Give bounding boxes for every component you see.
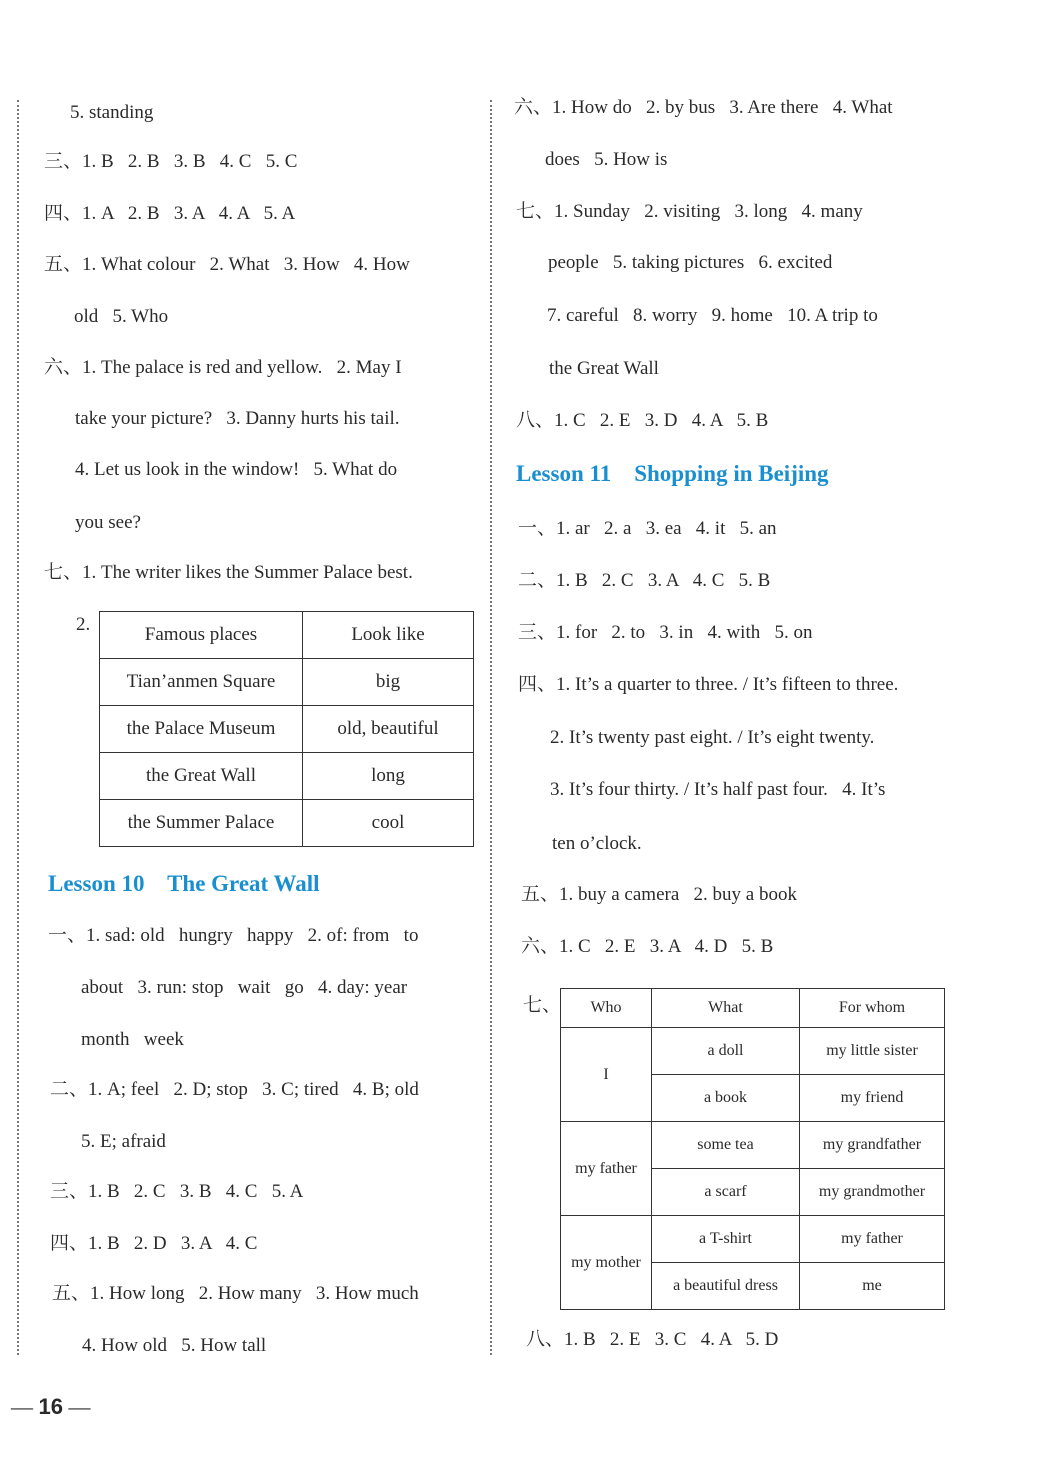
answer-line: 四、1. A 2. B 3. A 4. A 5. A [44, 203, 296, 224]
answer-line: 六、1. The palace is red and yellow. 2. May I [44, 357, 402, 378]
table-header-row [100, 612, 474, 659]
table-header-cell: Who [561, 989, 652, 1028]
table-cell: the Great Wall [100, 753, 303, 800]
table-row [100, 706, 474, 753]
answer-line: month week [81, 1029, 184, 1050]
table-row [561, 1216, 945, 1263]
answer-line: 3. It’s four thirty. / It’s half past four. 4. It’s [550, 779, 886, 800]
table-header-cell: Famous places [100, 612, 303, 659]
answer-line: you see? [75, 512, 141, 533]
answer-line: 三、1. for 2. to 3. in 4. with 5. on [518, 622, 813, 643]
answer-line: 7. careful 8. worry 9. home 10. A trip to [547, 305, 878, 326]
answer-line: 六、1. How do 2. by bus 3. Are there 4. What [514, 97, 893, 118]
table-cell: my father [800, 1216, 945, 1263]
table-header-row [561, 989, 945, 1028]
answer-line: 二、1. B 2. C 3. A 4. C 5. B [518, 570, 771, 591]
column-divider [490, 100, 492, 1355]
table-cell: my grandmother [800, 1169, 945, 1216]
table-cell: long [303, 753, 474, 800]
table-row [100, 753, 474, 800]
answer-line: the Great Wall [549, 358, 659, 379]
table-label: 2. [76, 614, 91, 635]
answer-line: 一、1. ar 2. a 3. ea 4. it 5. an [518, 518, 777, 539]
table-cell: me [800, 1263, 945, 1310]
page-number [0, 1368, 90, 1420]
answer-line: 四、1. It’s a quarter to three. / It’s fifteen to three. [518, 674, 899, 695]
table-header-cell: For whom [800, 989, 945, 1028]
table-cell: my friend [800, 1075, 945, 1122]
table-cell: a book [652, 1075, 800, 1122]
table-cell: a scarf [652, 1169, 800, 1216]
table-header-cell: Look like [303, 612, 474, 659]
lesson-10-title: Lesson 10 The Great Wall [48, 871, 320, 896]
answer-line: take your picture? 3. Danny hurts his tail. [75, 408, 400, 429]
answer-line: people 5. taking pictures 6. excited [548, 252, 833, 273]
answer-line: 七、1. The writer likes the Summer Palace best. [44, 562, 413, 583]
answer-line: 五、1. buy a camera 2. buy a book [521, 884, 797, 905]
answer-line: 三、1. B 2. C 3. B 4. C 5. A [50, 1181, 304, 1202]
famous-places-table [99, 611, 474, 847]
answer-line: 5. standing [70, 102, 154, 123]
answer-line: 二、1. A; feel 2. D; stop 3. C; tired 4. B; old [50, 1079, 419, 1100]
left-margin-line [17, 100, 19, 1355]
answer-line: does 5. How is [545, 149, 668, 170]
table-cell: old, beautiful [303, 706, 474, 753]
table-row [100, 800, 474, 847]
page-number-dash: — [62, 1394, 91, 1419]
table-cell: a doll [652, 1028, 800, 1075]
table-row [561, 1028, 945, 1075]
table-row [561, 1122, 945, 1169]
answer-line: 4. Let us look in the window! 5. What do [75, 459, 398, 480]
lesson-11-title: Lesson 11 Shopping in Beijing [516, 461, 829, 486]
answer-line: 五、1. What colour 2. What 3. How 4. How [44, 254, 410, 275]
answer-line: old 5. Who [74, 306, 169, 327]
table-cell: my little sister [800, 1028, 945, 1075]
table-cell: a T-shirt [652, 1216, 800, 1263]
table-label: 七、 [523, 995, 562, 1016]
answer-line: 4. How old 5. How tall [82, 1335, 267, 1356]
table-cell: my father [561, 1122, 652, 1216]
answer-line: 八、1. B 2. E 3. C 4. A 5. D [526, 1329, 779, 1350]
answer-line: 五、1. How long 2. How many 3. How much [52, 1283, 419, 1304]
answer-line: 七、1. Sunday 2. visiting 3. long 4. many [516, 201, 863, 222]
answer-line: ten o’clock. [552, 833, 642, 854]
answer-line: 2. It’s twenty past eight. / It’s eight twenty. [550, 727, 875, 748]
answer-line: 四、1. B 2. D 3. A 4. C [50, 1233, 258, 1254]
page-number-value: 16 [38, 1394, 63, 1419]
table-cell: I [561, 1028, 652, 1122]
answer-line: 八、1. C 2. E 3. D 4. A 5. B [516, 410, 769, 431]
answer-line: about 3. run: stop wait go 4. day: year [81, 977, 408, 998]
answer-line: 三、1. B 2. B 3. B 4. C 5. C [44, 151, 298, 172]
table-cell: some tea [652, 1122, 800, 1169]
answer-line: 六、1. C 2. E 3. A 4. D 5. B [521, 936, 774, 957]
page-number-dash: — [11, 1394, 39, 1419]
table-cell: big [303, 659, 474, 706]
table-cell: a beautiful dress [652, 1263, 800, 1310]
table-cell: the Palace Museum [100, 706, 303, 753]
answer-line: 5. E; afraid [81, 1131, 166, 1152]
answer-line: 一、1. sad: old hungry happy 2. of: from to [48, 925, 419, 946]
table-cell: cool [303, 800, 474, 847]
table-cell: Tian’anmen Square [100, 659, 303, 706]
table-row [100, 659, 474, 706]
table-cell: my grandfather [800, 1122, 945, 1169]
table-header-cell: What [652, 989, 800, 1028]
table-cell: my mother [561, 1216, 652, 1310]
table-cell: the Summer Palace [100, 800, 303, 847]
shopping-table [560, 988, 945, 1310]
